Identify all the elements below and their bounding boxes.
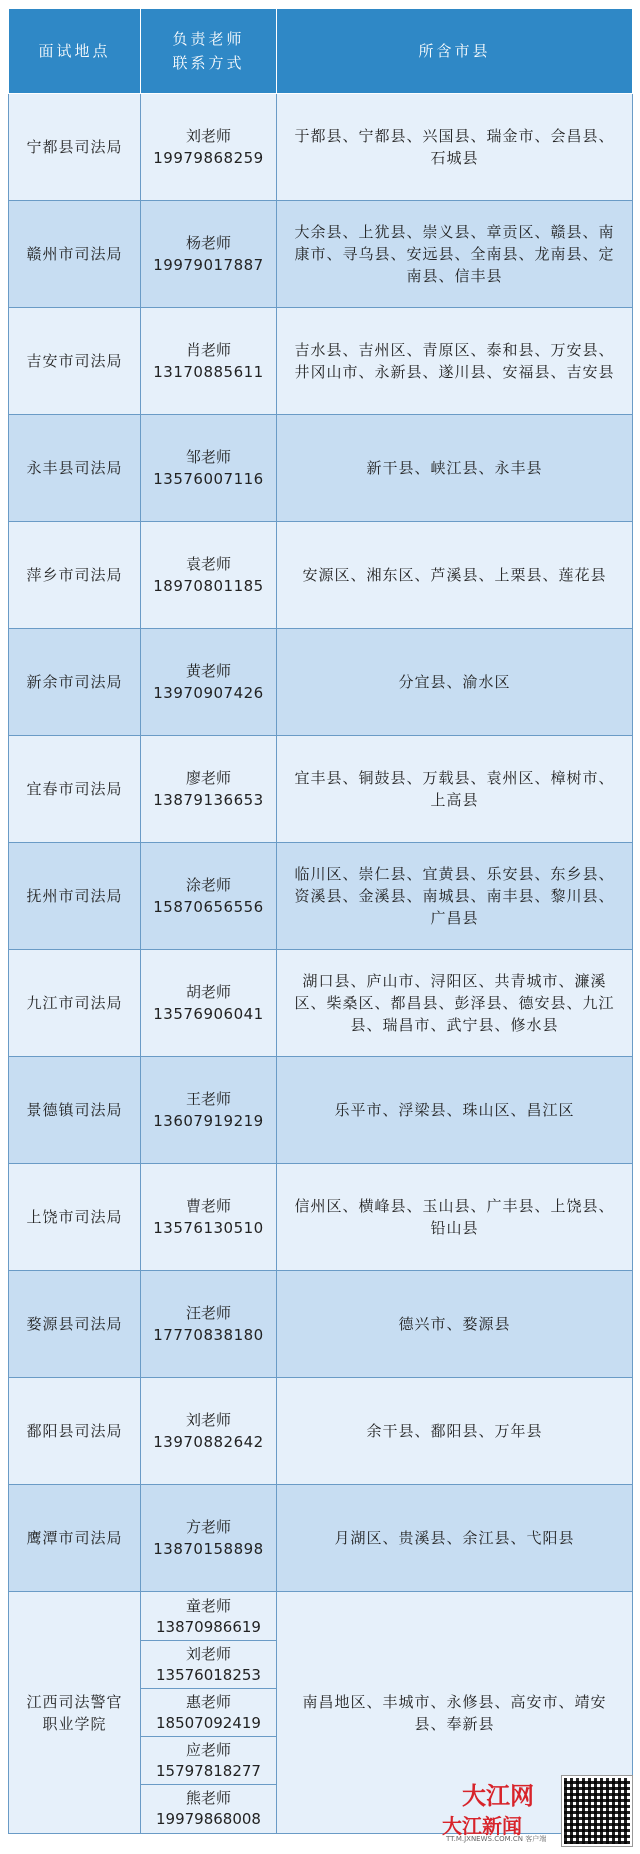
interview-location-table xyxy=(8,8,633,1834)
contact-phone: 13970882642 xyxy=(153,1433,264,1451)
row-location: 宜春市司法局 xyxy=(9,736,141,843)
table-row xyxy=(9,308,633,415)
row-location: 永丰县司法局 xyxy=(9,415,141,522)
row-contact xyxy=(141,1057,277,1164)
header-contact xyxy=(141,9,277,94)
row-contact xyxy=(141,415,277,522)
row-areas: 信州区、横峰县、玉山县、广丰县、上饶县、铅山县 xyxy=(277,1164,633,1271)
row-location: 新余市司法局 xyxy=(9,629,141,736)
row-areas: 德兴市、婺源县 xyxy=(277,1271,633,1378)
row-areas: 月湖区、贵溪县、余江县、弋阳县 xyxy=(277,1485,633,1592)
row-areas: 大余县、上犹县、崇义县、章贡区、赣县、南康市、寻乌县、安远县、全南县、龙南县、定南县、信丰县 xyxy=(277,201,633,308)
row-contact xyxy=(141,201,277,308)
header-contact-line1: 负责老师 xyxy=(172,30,245,48)
contact-name: 刘老师 xyxy=(185,1644,231,1663)
table-row xyxy=(9,1485,633,1592)
contact-phone: 15870656556 xyxy=(153,898,264,916)
row-areas: 安源区、湘东区、芦溪县、上栗县、莲花县 xyxy=(277,522,633,629)
row-location: 婺源县司法局 xyxy=(9,1271,141,1378)
contact-name: 惠老师 xyxy=(185,1692,231,1711)
row-location: 抚州市司法局 xyxy=(9,843,141,950)
contact-phone: 19979017887 xyxy=(153,256,264,274)
contact-phone: 19979868259 xyxy=(153,149,264,167)
contact-name: 曹老师 xyxy=(185,1197,231,1215)
contact-phone: 19979868008 xyxy=(156,1809,261,1828)
logo-text-small: 大江新闻 xyxy=(442,1814,522,1838)
contact-phone: 15797818277 xyxy=(156,1761,261,1780)
row-contact xyxy=(141,522,277,629)
contact-phone: 18507092419 xyxy=(156,1713,261,1732)
contact-name: 胡老师 xyxy=(185,983,231,1001)
row-contact xyxy=(141,94,277,201)
logo-text-big: 大江网 xyxy=(462,1782,534,1810)
row-location: 景德镇司法局 xyxy=(9,1057,141,1164)
contact-phone: 13576130510 xyxy=(153,1219,264,1237)
row-location: 上饶市司法局 xyxy=(9,1164,141,1271)
contact-name: 王老师 xyxy=(185,1090,231,1108)
row-contact xyxy=(141,1378,277,1485)
table-row xyxy=(9,1271,633,1378)
row-areas: 临川区、崇仁县、宜黄县、乐安县、东乡县、资溪县、金溪县、南城县、南丰县、黎川县、广昌县 xyxy=(277,843,633,950)
contact-name: 应老师 xyxy=(185,1740,231,1759)
contact-phone: 17770838180 xyxy=(153,1326,264,1344)
row-location: 萍乡市司法局 xyxy=(9,522,141,629)
table-row xyxy=(9,94,633,201)
contact-name: 邹老师 xyxy=(185,448,231,466)
contact-name: 刘老师 xyxy=(185,127,231,145)
table-row xyxy=(9,415,633,522)
contact-phone: 13870158898 xyxy=(153,1540,264,1558)
table-row xyxy=(9,629,633,736)
contact-name: 方老师 xyxy=(185,1518,231,1536)
row-location: 鹰潭市司法局 xyxy=(9,1485,141,1592)
row-areas: 湖口县、庐山市、浔阳区、共青城市、濂溪区、柴桑区、都昌县、彭泽县、德安县、九江县、瑞昌市、武宁县、修水县 xyxy=(277,950,633,1057)
row-contact xyxy=(141,1164,277,1271)
contact-name: 汪老师 xyxy=(185,1304,231,1322)
table-row xyxy=(9,201,633,308)
row-contact xyxy=(141,950,277,1057)
contact-phone: 18970801185 xyxy=(153,577,264,595)
contact-name: 涂老师 xyxy=(185,876,231,894)
row-areas: 于都县、宁都县、兴国县、瑞金市、会昌县、石城县 xyxy=(277,94,633,201)
contact-entry xyxy=(141,1737,276,1785)
table-row xyxy=(9,1164,633,1271)
row-contact xyxy=(141,843,277,950)
contact-phone: 13576906041 xyxy=(153,1005,264,1023)
contact-entry xyxy=(141,1593,276,1641)
row-location: 吉安市司法局 xyxy=(9,308,141,415)
header-contact-line2: 联系方式 xyxy=(172,54,245,72)
row-contact xyxy=(141,736,277,843)
row-areas: 吉水县、吉州区、青原区、泰和县、万安县、井冈山市、永新县、遂川县、安福县、吉安县 xyxy=(277,308,633,415)
contact-phone: 13170885611 xyxy=(153,363,264,381)
table-header-row xyxy=(9,9,633,94)
logo-url: TT.M.JXNEWS.COM.CN 客户端 xyxy=(446,1835,547,1843)
dajiang-logo xyxy=(434,1776,554,1846)
contact-name: 杨老师 xyxy=(185,234,231,252)
row-areas: 余干县、鄱阳县、万年县 xyxy=(277,1378,633,1485)
contact-phone: 13607919219 xyxy=(153,1112,264,1130)
row-location: 鄱阳县司法局 xyxy=(9,1378,141,1485)
table-row xyxy=(9,522,633,629)
table-row xyxy=(9,1378,633,1485)
row-areas: 新干县、峡江县、永丰县 xyxy=(277,415,633,522)
contact-phone: 13870986619 xyxy=(156,1617,261,1636)
header-location: 面试地点 xyxy=(9,9,141,94)
table-row xyxy=(9,736,633,843)
row-location: 江西司法警官职业学院 xyxy=(9,1592,141,1834)
contact-entry xyxy=(141,1785,276,1832)
row-areas: 乐平市、浮梁县、珠山区、昌江区 xyxy=(277,1057,633,1164)
table-row xyxy=(9,1057,633,1164)
row-location: 赣州市司法局 xyxy=(9,201,141,308)
contact-name: 廖老师 xyxy=(185,769,231,787)
row-contact xyxy=(141,629,277,736)
row-contact xyxy=(141,1271,277,1378)
contact-phone: 13970907426 xyxy=(153,684,264,702)
contact-name: 熊老师 xyxy=(185,1788,231,1807)
row-contacts-multi xyxy=(141,1592,277,1834)
contact-phone: 13879136653 xyxy=(153,791,264,809)
contact-entry xyxy=(141,1641,276,1689)
contact-name: 刘老师 xyxy=(185,1411,231,1429)
row-contact xyxy=(141,1485,277,1592)
row-areas: 分宜县、渝水区 xyxy=(277,629,633,736)
contact-name: 袁老师 xyxy=(185,555,231,573)
row-areas: 宜丰县、铜鼓县、万载县、袁州区、樟树市、上高县 xyxy=(277,736,633,843)
contact-phone: 13576018253 xyxy=(156,1665,261,1684)
contact-name: 童老师 xyxy=(185,1596,231,1615)
table-row xyxy=(9,950,633,1057)
row-location: 宁都县司法局 xyxy=(9,94,141,201)
row-areas: 南昌地区、丰城市、永修县、高安市、靖安县、奉新县 xyxy=(277,1592,633,1834)
qr-code-icon xyxy=(562,1776,632,1846)
row-contact xyxy=(141,308,277,415)
contact-entry xyxy=(141,1689,276,1737)
contact-phone: 13576007116 xyxy=(153,470,264,488)
contact-name: 黄老师 xyxy=(185,662,231,680)
table-row xyxy=(9,843,633,950)
contact-name: 肖老师 xyxy=(185,341,231,359)
row-location: 九江市司法局 xyxy=(9,950,141,1057)
header-areas: 所含市县 xyxy=(277,9,633,94)
